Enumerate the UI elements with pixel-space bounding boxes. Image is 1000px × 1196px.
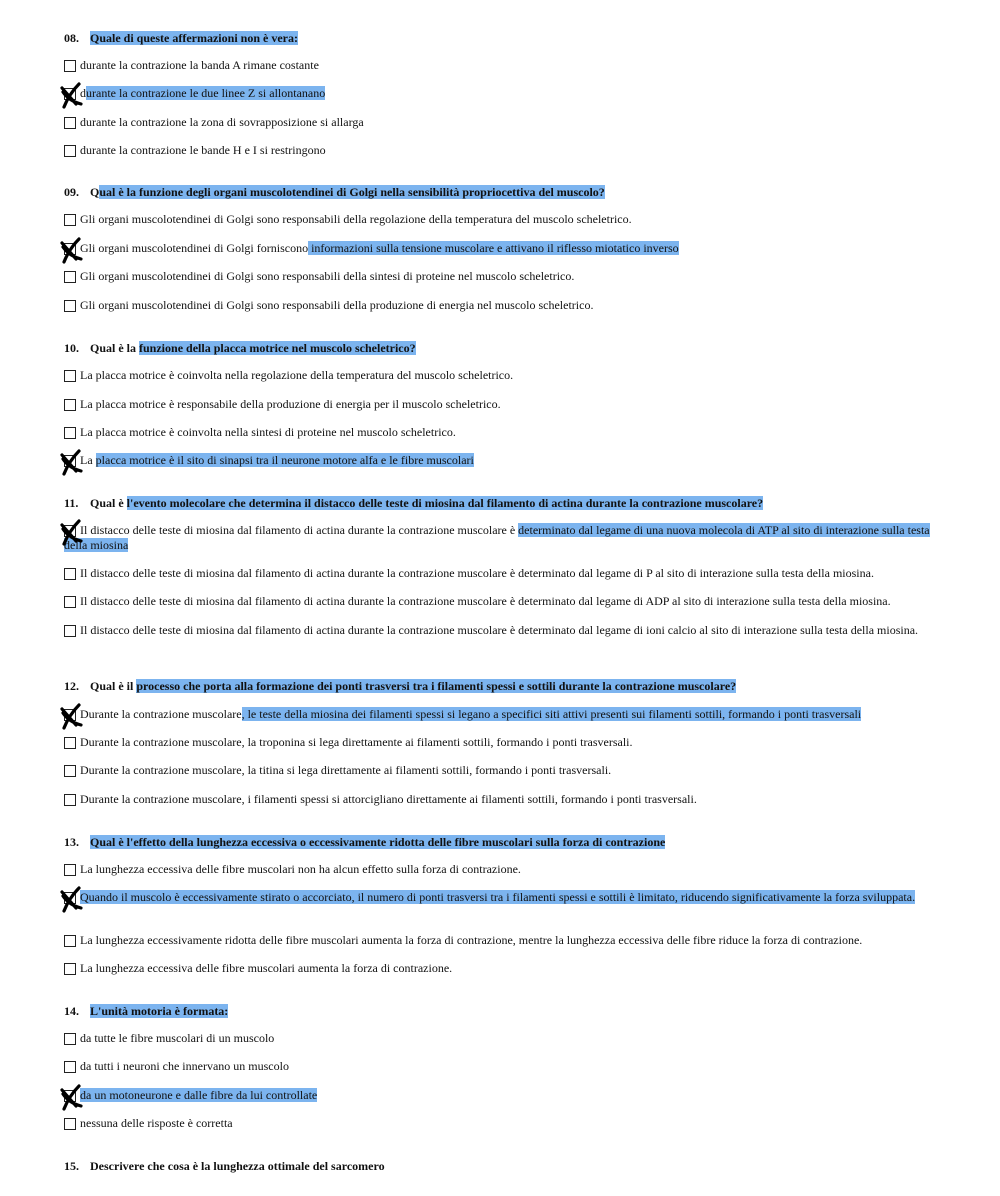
answer-text-highlighted: determinato dal legame di una nuova molecola di ATP al sito di interazione sulla testa della miosina	[64, 523, 930, 552]
answer-text: Gli organi muscolotendinei di Golgi sono responsabili della sintesi di proteine nel muscolo scheletrico.	[80, 269, 575, 283]
answer-option	[64, 523, 954, 553]
answer-checkbox[interactable]	[64, 596, 76, 608]
answer-text: La placca motrice è coinvolta nella sintesi di proteine nel muscolo scheletrico.	[80, 425, 456, 439]
answer-checkbox[interactable]	[64, 765, 76, 777]
answer-option	[64, 241, 954, 256]
answer-text: Il distacco delle teste di miosina dal filamento di actina durante la contrazione muscolare è determinato dal legame di ADP al sito di interazione sulla testa della miosina.	[80, 594, 891, 608]
answer-checkbox[interactable]	[64, 737, 76, 749]
question-text-highlighted: ual è la funzione degli organi muscolotendinei di Golgi nella sensibilità propriocettiva del muscolo?	[99, 185, 605, 199]
question-text-highlighted: l'evento molecolare che determina il distacco delle teste di miosina dal filamento di actina durante la contrazione muscolare?	[126, 496, 764, 510]
answer-checkbox[interactable]	[64, 892, 76, 904]
answer-option	[64, 890, 954, 905]
answer-text: La placca motrice è responsabile della produzione di energia per il muscolo scheletrico.	[80, 397, 501, 411]
question-number: 15.	[64, 1159, 79, 1173]
question-number: 10.	[64, 341, 79, 355]
answer-option	[64, 58, 954, 73]
answer-checkbox[interactable]	[64, 427, 76, 439]
answer-option	[64, 933, 954, 948]
answer-option	[64, 397, 954, 412]
answer-text: La placca motrice è coinvolta nella regolazione della temperatura del muscolo scheletrico.	[80, 368, 514, 382]
answer-option	[64, 212, 954, 227]
answer-option	[64, 763, 954, 778]
answer-option	[64, 1059, 954, 1074]
answer-checkbox[interactable]	[64, 625, 76, 637]
answer-option	[64, 115, 954, 130]
answer-checkbox[interactable]	[64, 214, 76, 226]
answer-text: Gli organi muscolotendinei di Golgi sono responsabili della produzione di energia nel muscolo scheletrico.	[80, 298, 594, 312]
answer-text: da tutte le fibre muscolari di un muscolo	[80, 1031, 275, 1045]
question-text-highlighted: funzione della placca motrice nel muscolo scheletrico?	[139, 341, 416, 355]
question-title	[64, 679, 736, 694]
question-number: 12.	[64, 679, 79, 693]
answer-text: La lunghezza eccessivamente ridotta delle fibre muscolari aumenta la forza di contrazione, mentre la lunghezza eccessiva delle fibre riduce la forza di contrazione.	[80, 933, 863, 947]
answer-checkbox[interactable]	[64, 935, 76, 947]
answer-option	[64, 143, 954, 158]
answer-checkbox[interactable]	[64, 145, 76, 157]
answer-checkbox[interactable]	[64, 1090, 76, 1102]
answer-text: Il distacco delle teste di miosina dal filamento di actina durante la contrazione muscolare è determinato dal legame di ioni calcio al sito di interazione sulla testa della miosina.	[80, 623, 919, 637]
answer-checkbox[interactable]	[64, 963, 76, 975]
answer-text: Durante la contrazione muscolare, i filamenti spessi si attorcigliano direttamente ai filamenti sottili, formando i ponti trasversali.	[80, 792, 697, 806]
answer-checkbox[interactable]	[64, 300, 76, 312]
answer-option	[64, 707, 954, 722]
answer-option	[64, 269, 954, 284]
answer-text-highlighted: urante la contrazione le due linee Z si allontanano	[86, 86, 326, 100]
question-text: Qual è la	[90, 341, 140, 355]
answer-option	[64, 425, 954, 440]
answer-text: Il distacco delle teste di miosina dal filamento di actina durante la contrazione muscolare è determinato dal legame di P al sito di interazione sulla testa della miosina.	[80, 566, 874, 580]
question-text: Q	[90, 185, 100, 199]
answer-checkbox[interactable]	[64, 60, 76, 72]
answer-text-highlighted: Quando il muscolo è eccessivamente stirato o accorciato, il numero di ponti trasversi tra i filamenti spessi e sottili è limitato, riducendo significativamente la forza sviluppata.	[80, 890, 916, 904]
question-title	[64, 1004, 228, 1019]
answer-checkbox[interactable]	[64, 1033, 76, 1045]
answer-option	[64, 862, 954, 877]
answer-checkbox[interactable]	[64, 709, 76, 721]
question-title	[64, 1159, 385, 1174]
answer-text: Gli organi muscolotendinei di Golgi sono responsabili della regolazione della temperatura del muscolo scheletrico.	[80, 212, 632, 226]
answer-option	[64, 1088, 954, 1103]
answer-option	[64, 623, 954, 638]
question-number: 13.	[64, 835, 79, 849]
question-number: 14.	[64, 1004, 79, 1018]
answer-checkbox[interactable]	[64, 455, 76, 467]
answer-checkbox[interactable]	[64, 794, 76, 806]
question-text: Qual è il	[90, 679, 137, 693]
question-text-highlighted: Qual è l'effetto della lunghezza eccessiva o eccessivamente ridotta delle fibre muscolari sulla forza di contrazione	[90, 835, 666, 849]
answer-text-highlighted: informazioni sulla tensione muscolare e attivano il riflesso miotatico inverso	[308, 241, 679, 255]
question-title	[64, 835, 665, 850]
answer-text: nessuna delle risposte è corretta	[80, 1116, 233, 1130]
answer-checkbox[interactable]	[64, 88, 76, 100]
answer-text: La lunghezza eccessiva delle fibre muscolari aumenta la forza di contrazione.	[80, 961, 453, 975]
answer-text: d	[80, 86, 86, 100]
answer-text: durante la contrazione le bande H e I si restringono	[80, 143, 326, 157]
answer-option	[64, 368, 954, 383]
answer-option	[64, 594, 954, 609]
answer-option	[64, 566, 954, 581]
question-text: Descrivere che cosa è la lunghezza ottimale del sarcomero	[90, 1159, 385, 1173]
answer-option	[64, 1031, 954, 1046]
answer-checkbox[interactable]	[64, 1118, 76, 1130]
answer-checkbox[interactable]	[64, 117, 76, 129]
answer-checkbox[interactable]	[64, 1061, 76, 1073]
answer-option	[64, 735, 954, 750]
question-number: 11.	[64, 496, 79, 510]
answer-text: Il distacco delle teste di miosina dal filamento di actina durante la contrazione muscolare è	[80, 523, 519, 537]
question-text: Qual è	[90, 496, 127, 510]
question-title	[64, 185, 605, 200]
question-text-highlighted: processo che porta alla formazione dei ponti trasversi tra i filamenti spessi e sottili durante la contrazione muscolare?	[136, 679, 737, 693]
question-number: 08.	[64, 31, 79, 45]
answer-text: durante la contrazione la banda A rimane costante	[80, 58, 319, 72]
answer-text-highlighted: , le teste della miosina dei filamenti spessi si legano a specifici siti attivi presenti sui filamenti sottili, formando i ponti trasversali	[241, 707, 862, 721]
question-title	[64, 496, 763, 511]
answer-option	[64, 792, 954, 807]
answer-text: da tutti i neuroni che innervano un muscolo	[80, 1059, 289, 1073]
question-title	[64, 341, 416, 356]
answer-checkbox[interactable]	[64, 243, 76, 255]
answer-text: Gli organi muscolotendinei di Golgi forniscono	[80, 241, 309, 255]
answer-option	[64, 86, 954, 101]
answer-checkbox[interactable]	[64, 864, 76, 876]
answer-checkbox[interactable]	[64, 370, 76, 382]
answer-option	[64, 1116, 954, 1131]
answer-checkbox[interactable]	[64, 525, 76, 537]
answer-text-highlighted: placca motrice è il sito di sinapsi tra il neurone motore alfa e le fibre muscolari	[95, 453, 474, 467]
answer-option	[64, 453, 954, 468]
answer-text-highlighted: da un motoneurone e dalle fibre da lui controllate	[80, 1088, 318, 1102]
question-text-highlighted: L'unità motoria è formata:	[90, 1004, 229, 1018]
answer-text: La	[80, 453, 96, 467]
answer-text: Durante la contrazione muscolare	[80, 707, 242, 721]
question-text-highlighted: Quale di queste affermazioni non è vera:	[90, 31, 298, 45]
answer-checkbox[interactable]	[64, 568, 76, 580]
answer-option	[64, 961, 954, 976]
answer-option	[64, 298, 954, 313]
answer-checkbox[interactable]	[64, 399, 76, 411]
answer-text: Durante la contrazione muscolare, la titina si lega direttamente ai filamenti sottili, formando i ponti trasversali.	[80, 763, 612, 777]
question-title	[64, 31, 298, 46]
answer-text: Durante la contrazione muscolare, la troponina si lega direttamente ai filamenti sottili, formando i ponti trasversali.	[80, 735, 633, 749]
answer-text: durante la contrazione la zona di sovrapposizione si allarga	[80, 115, 364, 129]
answer-text: La lunghezza eccessiva delle fibre muscolari non ha alcun effetto sulla forza di contrazione.	[80, 862, 521, 876]
answer-checkbox[interactable]	[64, 271, 76, 283]
question-number: 09.	[64, 185, 79, 199]
